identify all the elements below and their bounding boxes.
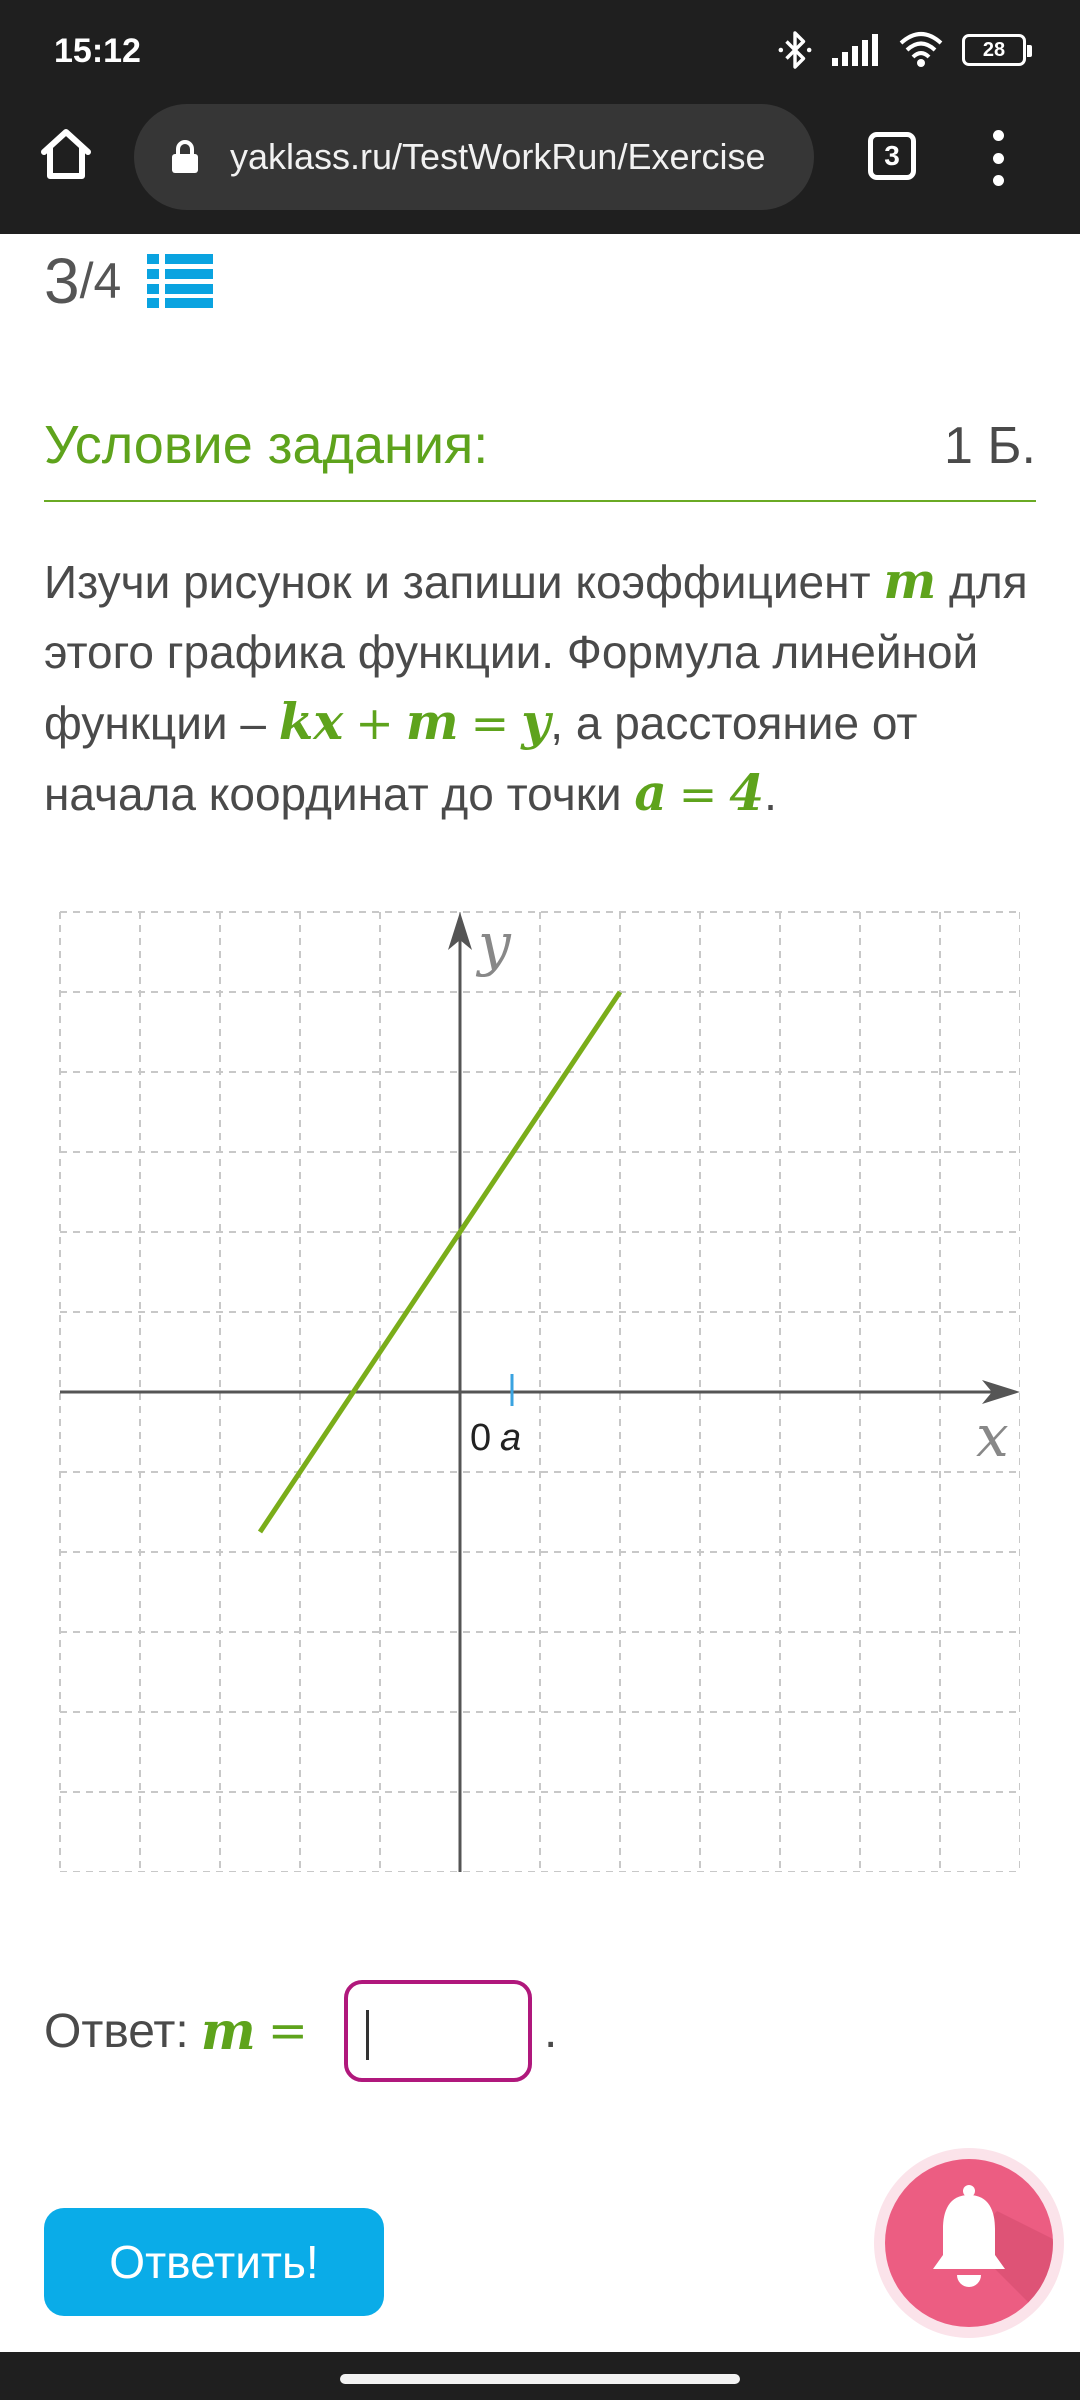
point-a: a [634,763,667,822]
answer-row [44,1976,557,2086]
signal-icon [830,32,880,68]
status-time: 15:12 [54,32,141,70]
task-text-part: , а расстояние от начала координат до точки [44,697,918,820]
task-text-part: для этого графика функции. Формула линейной функции – [44,556,1028,749]
battery-icon [962,34,1026,66]
home-icon[interactable] [38,126,94,182]
task-text [44,546,1034,829]
question-list-icon[interactable] [147,254,213,308]
lock-icon [170,140,200,174]
answer-suffix: . [543,2004,558,2058]
answer-var: m [200,2000,256,2062]
menu-icon[interactable] [986,130,1010,186]
bluetooth-icon [778,30,812,70]
browser-toolbar [0,100,1080,234]
task-text-part: . [764,768,777,820]
battery-level: 28 [982,38,1006,61]
address-bar[interactable] [134,104,814,210]
point-equals: = [678,767,718,821]
point-value: 4 [729,763,765,822]
tick-label-a: a [500,1417,522,1459]
progress-current: 3 [44,245,80,317]
origin-label: 0 [470,1417,492,1459]
function-graph [58,910,1020,1872]
formula-y: y [521,692,551,751]
notifications-button[interactable] [874,2148,1064,2338]
status-icons [778,30,1026,70]
address-url: yaklass.ru/TestWorkRun/Exercise [230,136,766,177]
wifi-icon [898,30,944,70]
answer-input[interactable] [344,1980,532,2082]
question-progress [44,244,213,318]
menu-dot [993,175,1004,186]
tab-switcher-button[interactable] [868,132,916,180]
progress-total: /4 [79,253,122,309]
points-label: 1 Б. [944,417,1036,475]
y-axis-label: y [478,910,511,978]
var-m: m [883,551,937,610]
condition-title: Условие задания: [44,415,489,475]
formula-plus: + [355,696,394,750]
submit-button[interactable]: Ответить! [44,2208,384,2316]
menu-dot [993,153,1004,164]
bell-button-circle[interactable] [885,2159,1053,2327]
formula-kx: kx [278,692,344,751]
task-text-part: Изучи рисунок и запиши коэффициент [44,556,884,608]
menu-dot [993,130,1004,141]
x-axis-label: x [976,1402,1009,1470]
formula-equals: = [470,696,510,750]
answer-equals: = [267,2003,308,2059]
text-caret [366,2010,369,2060]
status-bar [0,0,1080,100]
answer-label: Ответ: [44,2004,189,2058]
bell-icon [885,2159,1053,2327]
home-gesture-bar[interactable] [340,2374,740,2384]
condition-header [44,408,1036,502]
tab-count: 3 [884,140,900,171]
formula-m: m [405,692,459,751]
navigation-bar [0,2352,1080,2400]
